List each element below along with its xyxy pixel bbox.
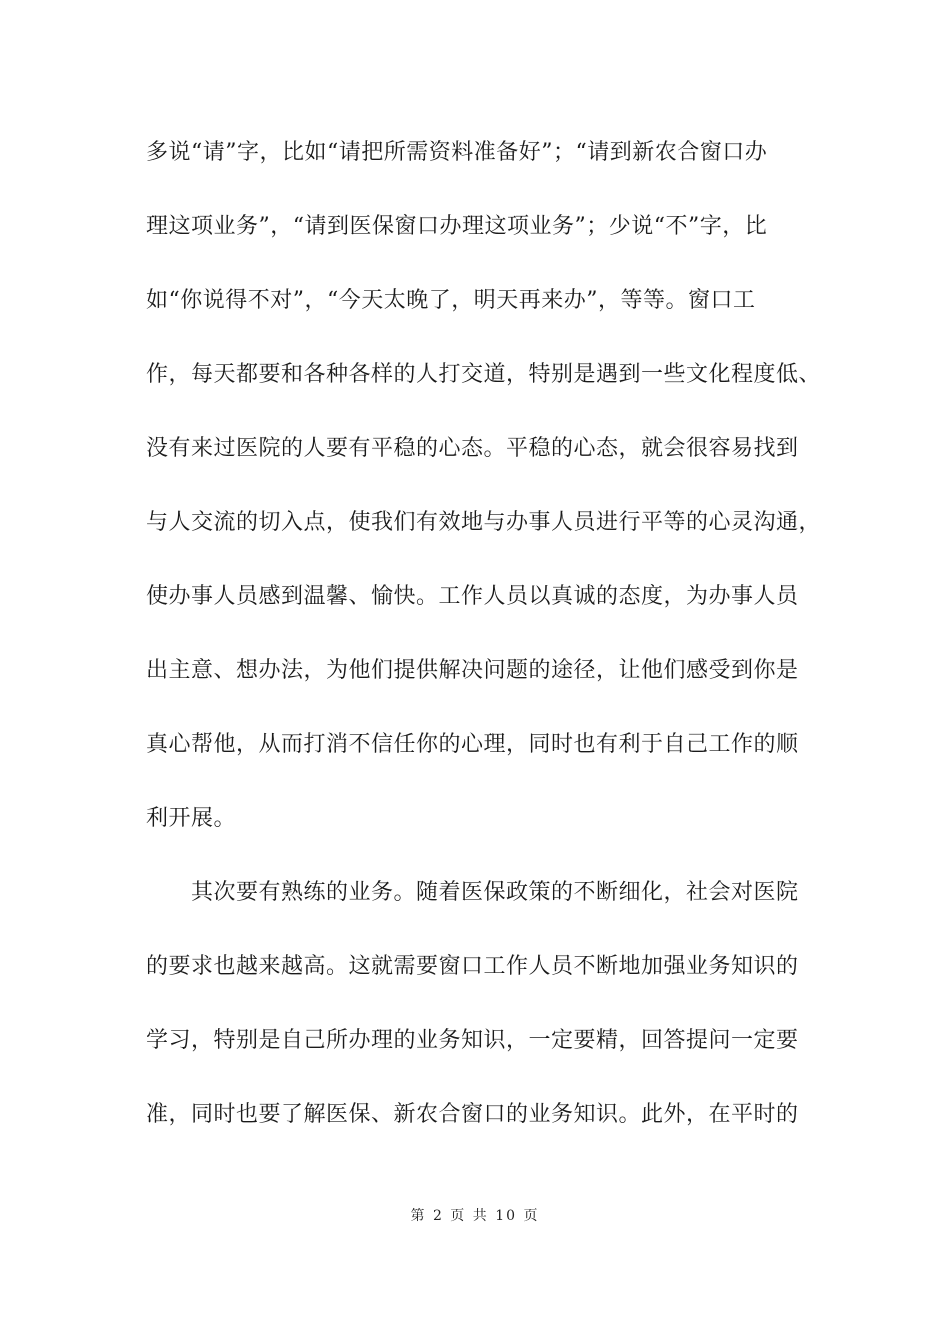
body-line-2: 理这项业务”，“请到医保窗口办理这项业务”；少说“不”字，比 [146,214,768,239]
body-line-12: 的要求也越来越高。这就需要窗口工作人员不断地加强业务知识的 [146,954,799,979]
page-number-footer: 第 2 页 共 10 页 [410,1208,540,1224]
body-line-10: 利开展。 [146,806,237,831]
body-line-9: 真心帮他，从而打消不信任你的心理，同时也有利于自己工作的顺 [146,732,799,757]
body-line-5: 没有来过医院的人要有平稳的心态。平稳的心态，就会很容易找到 [146,436,799,461]
body-line-6: 与人交流的切入点，使我们有效地与办事人员进行平等的心灵沟通， [146,510,822,535]
body-line-1: 多说“请”字，比如“请把所需资料准备好”；“请到新农合窗口办 [146,140,768,165]
body-line-13: 学习，特别是自己所办理的业务知识，一定要精，回答提问一定要 [146,1028,799,1053]
body-line-14: 准，同时也要了解医保、新农合窗口的业务知识。此外，在平时的 [146,1102,799,1127]
body-line-4: 作，每天都要和各种各样的人打交道，特别是遇到一些文化程度低、 [146,362,822,387]
body-line-7: 使办事人员感到温馨、愉快。工作人员以真诚的态度，为办事人员 [146,584,799,609]
body-line-8: 出主意、想办法，为他们提供解决问题的途径，让他们感受到你是 [146,658,799,683]
body-line-3: 如“你说得不对”，“今天太晚了，明天再来办”，等等。窗口工 [146,288,756,313]
body-line-11: 其次要有熟练的业务。随着医保政策的不断细化，社会对医院 [146,880,799,905]
